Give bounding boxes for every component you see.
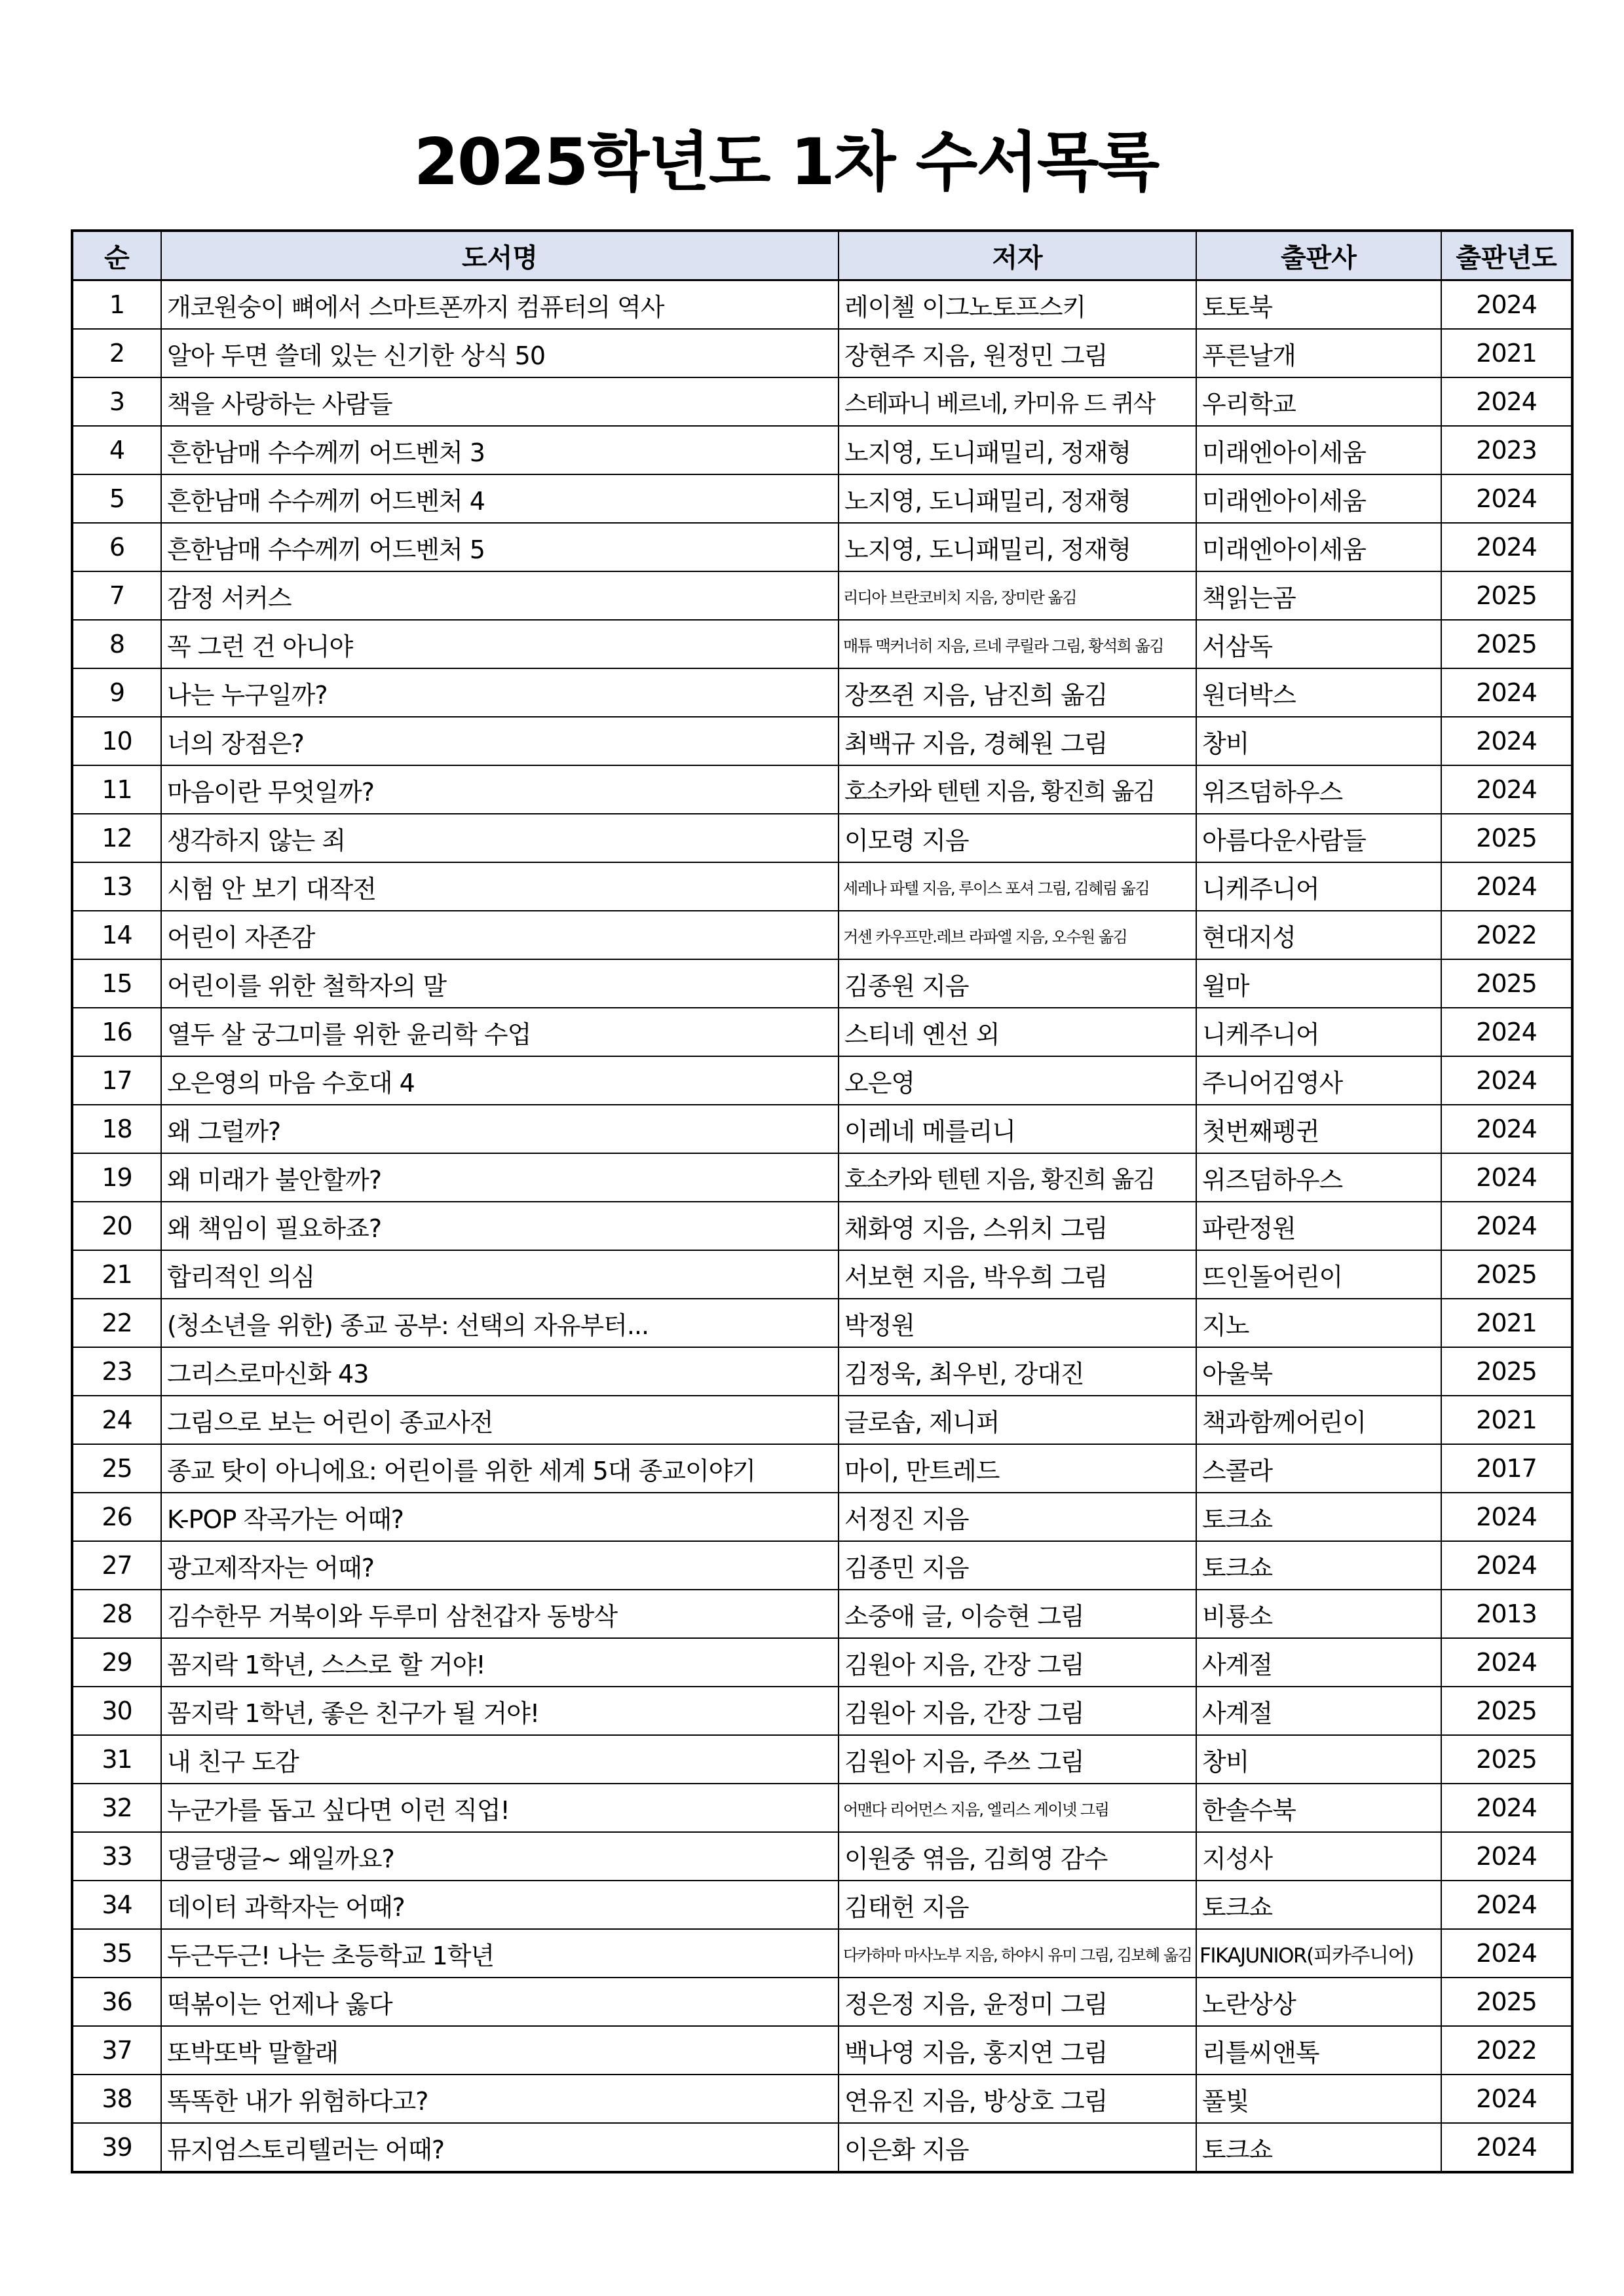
cell-title: 흔한남매 수수께끼 어드벤처 3 [161, 426, 839, 474]
cell-publisher: 사계절 [1196, 1687, 1441, 1735]
table-row [72, 1202, 1572, 1250]
cell-year: 2024 [1441, 1881, 1572, 1929]
cell-author: 이모령 지음 [839, 814, 1196, 862]
cell-publisher: 창비 [1196, 717, 1441, 765]
cell-title: 합리적인 의심 [161, 1250, 839, 1299]
cell-year: 2024 [1441, 1493, 1572, 1541]
table-row [72, 2075, 1572, 2123]
cell-year: 2024 [1441, 1202, 1572, 1250]
cell-no: 10 [72, 717, 161, 765]
cell-year: 2024 [1441, 2075, 1572, 2123]
cell-title: 열두 살 궁그미를 위한 윤리학 수업 [161, 1008, 839, 1056]
cell-title: 꼼지락 1학년, 좋은 친구가 될 거야! [161, 1687, 839, 1735]
cell-no: 20 [72, 1202, 161, 1250]
cell-title: 시험 안 보기 대작전 [161, 862, 839, 911]
table-row [72, 1105, 1572, 1153]
cell-title: 그리스로마신화 43 [161, 1347, 839, 1396]
cell-no: 11 [72, 765, 161, 814]
cell-publisher: 스콜라 [1196, 1444, 1441, 1493]
cell-year: 2023 [1441, 426, 1572, 474]
cell-publisher: 비룡소 [1196, 1590, 1441, 1638]
cell-title: 오은영의 마음 수호대 4 [161, 1056, 839, 1105]
cell-year: 2025 [1441, 1978, 1572, 2026]
table-row [72, 2123, 1572, 2172]
cell-year: 2024 [1441, 1056, 1572, 1105]
cell-author: 서정진 지음 [839, 1493, 1196, 1541]
cell-title: 나는 누구일까? [161, 668, 839, 717]
cell-author: 노지영, 도니패밀리, 정재형 [839, 426, 1196, 474]
table-row [72, 329, 1572, 377]
cell-publisher: 미래엔아이세움 [1196, 523, 1441, 571]
cell-author: 노지영, 도니패밀리, 정재형 [839, 474, 1196, 523]
table-row [72, 1784, 1572, 1832]
table-row [72, 1493, 1572, 1541]
cell-title: 왜 미래가 불안할까? [161, 1153, 839, 1202]
cell-title: K-POP 작곡가는 어때? [161, 1493, 839, 1541]
cell-publisher: 위즈덤하우스 [1196, 1153, 1441, 1202]
cell-author: 정은정 지음, 윤정미 그림 [839, 1978, 1196, 2026]
cell-title: 흔한남매 수수께끼 어드벤처 5 [161, 523, 839, 571]
table-row [72, 1638, 1572, 1687]
header-publisher: 출판사 [1196, 231, 1441, 280]
cell-no: 39 [72, 2123, 161, 2172]
cell-author: 최백규 지음, 경혜원 그림 [839, 717, 1196, 765]
table-row [72, 668, 1572, 717]
cell-author: 장쯔쥔 지음, 남진희 옮김 [839, 668, 1196, 717]
cell-year: 2021 [1441, 1396, 1572, 1444]
header-year: 출판년도 [1441, 231, 1572, 280]
cell-no: 27 [72, 1541, 161, 1590]
cell-author: 채화영 지음, 스위치 그림 [839, 1202, 1196, 1250]
cell-publisher: 원더박스 [1196, 668, 1441, 717]
table-row [72, 571, 1572, 620]
cell-author: 호소카와 텐텐 지음, 황진희 옮김 [839, 765, 1196, 814]
table-row [72, 1541, 1572, 1590]
cell-author: 스티네 옌선 외 [839, 1008, 1196, 1056]
cell-no: 35 [72, 1929, 161, 1978]
cell-author: 어맨다 리어먼스 지음, 엘리스 게이넷 그림 [839, 1784, 1196, 1832]
cell-publisher: 푸른날개 [1196, 329, 1441, 377]
cell-title: 왜 책임이 필요하죠? [161, 1202, 839, 1250]
cell-year: 2024 [1441, 1832, 1572, 1881]
cell-year: 2025 [1441, 571, 1572, 620]
cell-publisher: 풀빛 [1196, 2075, 1441, 2123]
cell-year: 2025 [1441, 1250, 1572, 1299]
cell-year: 2024 [1441, 1929, 1572, 1978]
cell-author: 김원아 지음, 간장 그림 [839, 1687, 1196, 1735]
cell-publisher: 토크쇼 [1196, 1541, 1441, 1590]
table-row [72, 377, 1572, 426]
cell-year: 2025 [1441, 620, 1572, 668]
cell-author: 백나영 지음, 홍지연 그림 [839, 2026, 1196, 2075]
cell-no: 6 [72, 523, 161, 571]
cell-publisher: 사계절 [1196, 1638, 1441, 1687]
table-row [72, 1444, 1572, 1493]
cell-author: 거센 카우프만.레브 라파엘 지음, 오수원 옮김 [839, 911, 1196, 959]
cell-publisher: 토크쇼 [1196, 2123, 1441, 2172]
cell-title: 마음이란 무엇일까? [161, 765, 839, 814]
cell-year: 2022 [1441, 2026, 1572, 2075]
cell-no: 30 [72, 1687, 161, 1735]
cell-publisher: 파란정원 [1196, 1202, 1441, 1250]
cell-title: 꼼지락 1학년, 스스로 할 거야! [161, 1638, 839, 1687]
cell-publisher: 아울북 [1196, 1347, 1441, 1396]
cell-year: 2017 [1441, 1444, 1572, 1493]
table-row [72, 959, 1572, 1008]
cell-title: 종교 탓이 아니에요: 어린이를 위한 세계 5대 종교이야기 [161, 1444, 839, 1493]
table-row [72, 620, 1572, 668]
cell-title: 내 친구 도감 [161, 1735, 839, 1784]
cell-no: 7 [72, 571, 161, 620]
cell-no: 16 [72, 1008, 161, 1056]
cell-title: 너의 장점은? [161, 717, 839, 765]
cell-publisher: 미래엔아이세움 [1196, 474, 1441, 523]
cell-title: 데이터 과학자는 어때? [161, 1881, 839, 1929]
cell-title: 똑똑한 내가 위험하다고? [161, 2075, 839, 2123]
cell-year: 2021 [1441, 1299, 1572, 1347]
cell-publisher: 첫번째펭귄 [1196, 1105, 1441, 1153]
cell-publisher: 창비 [1196, 1735, 1441, 1784]
cell-publisher: 니케주니어 [1196, 1008, 1441, 1056]
cell-title: 그림으로 보는 어린이 종교사전 [161, 1396, 839, 1444]
cell-no: 9 [72, 668, 161, 717]
header-author: 저자 [839, 231, 1196, 280]
header-no: 순 [72, 231, 161, 280]
cell-no: 25 [72, 1444, 161, 1493]
cell-year: 2024 [1441, 474, 1572, 523]
cell-publisher: 아름다운사람들 [1196, 814, 1441, 862]
table-row [72, 474, 1572, 523]
table-row [72, 1008, 1572, 1056]
cell-no: 18 [72, 1105, 161, 1153]
cell-publisher: 토크쇼 [1196, 1881, 1441, 1929]
cell-no: 5 [72, 474, 161, 523]
cell-publisher: 니케주니어 [1196, 862, 1441, 911]
cell-publisher: 우리학교 [1196, 377, 1441, 426]
cell-title: 꼭 그런 건 아니야 [161, 620, 839, 668]
cell-title: 감정 서커스 [161, 571, 839, 620]
cell-publisher: 뜨인돌어린이 [1196, 1250, 1441, 1299]
cell-author: 김종민 지음 [839, 1541, 1196, 1590]
cell-year: 2025 [1441, 1735, 1572, 1784]
table-row [72, 1832, 1572, 1881]
cell-author: 오은영 [839, 1056, 1196, 1105]
table-row [72, 1299, 1572, 1347]
cell-author: 박정원 [839, 1299, 1196, 1347]
table-row [72, 814, 1572, 862]
cell-title: 어린이를 위한 철학자의 말 [161, 959, 839, 1008]
cell-author: 이원중 엮음, 김희영 감수 [839, 1832, 1196, 1881]
cell-author: 매튜 맥커너히 지음, 르네 쿠릴라 그림, 황석희 옮김 [839, 620, 1196, 668]
cell-publisher: 책읽는곰 [1196, 571, 1441, 620]
cell-year: 2024 [1441, 668, 1572, 717]
cell-no: 15 [72, 959, 161, 1008]
cell-author: 장현주 지음, 원정민 그림 [839, 329, 1196, 377]
cell-author: 노지영, 도니패밀리, 정재형 [839, 523, 1196, 571]
cell-year: 2024 [1441, 2123, 1572, 2172]
cell-no: 34 [72, 1881, 161, 1929]
cell-year: 2024 [1441, 1638, 1572, 1687]
cell-title: 광고제작자는 어때? [161, 1541, 839, 1590]
cell-title: 누군가를 돕고 싶다면 이런 직업! [161, 1784, 839, 1832]
cell-author: 김원아 지음, 간장 그림 [839, 1638, 1196, 1687]
cell-author: 소중애 글, 이승현 그림 [839, 1590, 1196, 1638]
cell-year: 2024 [1441, 1541, 1572, 1590]
cell-year: 2021 [1441, 329, 1572, 377]
cell-no: 26 [72, 1493, 161, 1541]
cell-title: 생각하지 않는 죄 [161, 814, 839, 862]
cell-author: 이은화 지음 [839, 2123, 1196, 2172]
header-title: 도서명 [161, 231, 839, 280]
cell-year: 2024 [1441, 717, 1572, 765]
cell-no: 37 [72, 2026, 161, 2075]
cell-title: 알아 두면 쓸데 있는 신기한 상식 50 [161, 329, 839, 377]
cell-year: 2024 [1441, 377, 1572, 426]
table-row [72, 1056, 1572, 1105]
table-row [72, 523, 1572, 571]
table-row [72, 717, 1572, 765]
cell-author: 김정욱, 최우빈, 강대진 [839, 1347, 1196, 1396]
cell-author: 이레네 메를리니 [839, 1105, 1196, 1153]
cell-publisher: 책과함께어린이 [1196, 1396, 1441, 1444]
table-body [72, 280, 1572, 2173]
cell-title: 흔한남매 수수께끼 어드벤처 4 [161, 474, 839, 523]
table-row [72, 426, 1572, 474]
cell-author: 호소카와 텐텐 지음, 황진희 옮김 [839, 1153, 1196, 1202]
cell-publisher: 지노 [1196, 1299, 1441, 1347]
cell-publisher: 지성사 [1196, 1832, 1441, 1881]
table-row [72, 1735, 1572, 1784]
cell-no: 3 [72, 377, 161, 426]
table-row [72, 280, 1572, 330]
cell-year: 2022 [1441, 911, 1572, 959]
table-row [72, 1590, 1572, 1638]
cell-no: 17 [72, 1056, 161, 1105]
table-row [72, 2026, 1572, 2075]
cell-year: 2024 [1441, 1153, 1572, 1202]
cell-publisher: 노란상상 [1196, 1978, 1441, 2026]
cell-title: 두근두근! 나는 초등학교 1학년 [161, 1929, 839, 1978]
cell-no: 31 [72, 1735, 161, 1784]
cell-publisher: 현대지성 [1196, 911, 1441, 959]
cell-author: 서보현 지음, 박우희 그림 [839, 1250, 1196, 1299]
table-row [72, 765, 1572, 814]
cell-no: 19 [72, 1153, 161, 1202]
cell-no: 36 [72, 1978, 161, 2026]
cell-author: 마이, 만트레드 [839, 1444, 1196, 1493]
cell-title: (청소년을 위한) 종교 공부: 선택의 자유부터... [161, 1299, 839, 1347]
cell-no: 24 [72, 1396, 161, 1444]
cell-year: 2024 [1441, 765, 1572, 814]
cell-author: 김원아 지음, 주쓰 그림 [839, 1735, 1196, 1784]
cell-publisher: 토토북 [1196, 280, 1441, 330]
cell-title: 왜 그럴까? [161, 1105, 839, 1153]
table-row [72, 862, 1572, 911]
cell-publisher: 서삼독 [1196, 620, 1441, 668]
table-row [72, 1929, 1572, 1978]
cell-title: 김수한무 거북이와 두루미 삼천갑자 동방삭 [161, 1590, 839, 1638]
cell-no: 8 [72, 620, 161, 668]
cell-publisher: 미래엔아이세움 [1196, 426, 1441, 474]
cell-no: 14 [72, 911, 161, 959]
cell-author: 연유진 지음, 방상호 그림 [839, 2075, 1196, 2123]
cell-no: 21 [72, 1250, 161, 1299]
cell-no: 4 [72, 426, 161, 474]
cell-year: 2024 [1441, 523, 1572, 571]
table-row [72, 911, 1572, 959]
cell-year: 2025 [1441, 814, 1572, 862]
cell-publisher: 윌마 [1196, 959, 1441, 1008]
cell-year: 2013 [1441, 1590, 1572, 1638]
cell-author: 글로솝, 제니퍼 [839, 1396, 1196, 1444]
cell-author: 다카하마 마사노부 지음, 하야시 유미 그림, 김보혜 옮김 [839, 1929, 1196, 1978]
cell-year: 2025 [1441, 1687, 1572, 1735]
cell-no: 23 [72, 1347, 161, 1396]
cell-publisher: FIKAJUNIOR(피카주니어) [1196, 1929, 1441, 1978]
cell-year: 2024 [1441, 1008, 1572, 1056]
cell-no: 33 [72, 1832, 161, 1881]
cell-title: 책을 사랑하는 사람들 [161, 377, 839, 426]
table-row [72, 1687, 1572, 1735]
cell-title: 떡볶이는 언제나 옳다 [161, 1978, 839, 2026]
table-row [72, 1396, 1572, 1444]
cell-publisher: 한솔수북 [1196, 1784, 1441, 1832]
cell-title: 개코원숭이 뼈에서 스마트폰까지 컴퓨터의 역사 [161, 280, 839, 330]
cell-no: 1 [72, 280, 161, 330]
cell-year: 2025 [1441, 1347, 1572, 1396]
cell-author: 세레나 파텔 지음, 루이스 포셔 그림, 김혜림 옮김 [839, 862, 1196, 911]
cell-publisher: 토크쇼 [1196, 1493, 1441, 1541]
page-title: 2025학년도 1차 수서목록 [413, 125, 1159, 200]
cell-year: 2024 [1441, 1105, 1572, 1153]
cell-no: 29 [72, 1638, 161, 1687]
cell-year: 2025 [1441, 959, 1572, 1008]
cell-author: 김종원 지음 [839, 959, 1196, 1008]
cell-title: 또박또박 말할래 [161, 2026, 839, 2075]
cell-author: 레이첼 이그노토프스키 [839, 280, 1196, 330]
book-acquisition-table [71, 229, 1574, 2173]
cell-year: 2024 [1441, 280, 1572, 330]
cell-no: 38 [72, 2075, 161, 2123]
cell-year: 2024 [1441, 862, 1572, 911]
cell-author: 김태헌 지음 [839, 1881, 1196, 1929]
cell-year: 2024 [1441, 1784, 1572, 1832]
cell-no: 12 [72, 814, 161, 862]
cell-no: 13 [72, 862, 161, 911]
cell-title: 뮤지엄스토리텔러는 어때? [161, 2123, 839, 2172]
cell-no: 32 [72, 1784, 161, 1832]
table-row [72, 1153, 1572, 1202]
cell-publisher: 주니어김영사 [1196, 1056, 1441, 1105]
cell-no: 28 [72, 1590, 161, 1638]
table-row [72, 1347, 1572, 1396]
cell-publisher: 리틀씨앤톡 [1196, 2026, 1441, 2075]
table-row [72, 1881, 1572, 1929]
table-row [72, 1978, 1572, 2026]
cell-title: 댕글댕글~ 왜일까요? [161, 1832, 839, 1881]
cell-title: 어린이 자존감 [161, 911, 839, 959]
table-row [72, 1250, 1572, 1299]
cell-no: 22 [72, 1299, 161, 1347]
cell-author: 리디아 브란코비치 지음, 장미란 옮김 [839, 571, 1196, 620]
cell-no: 2 [72, 329, 161, 377]
cell-publisher: 위즈덤하우스 [1196, 765, 1441, 814]
table-header-row [72, 231, 1572, 280]
cell-author: 스테파니 베르네, 카미유 드 퀴삭 [839, 377, 1196, 426]
